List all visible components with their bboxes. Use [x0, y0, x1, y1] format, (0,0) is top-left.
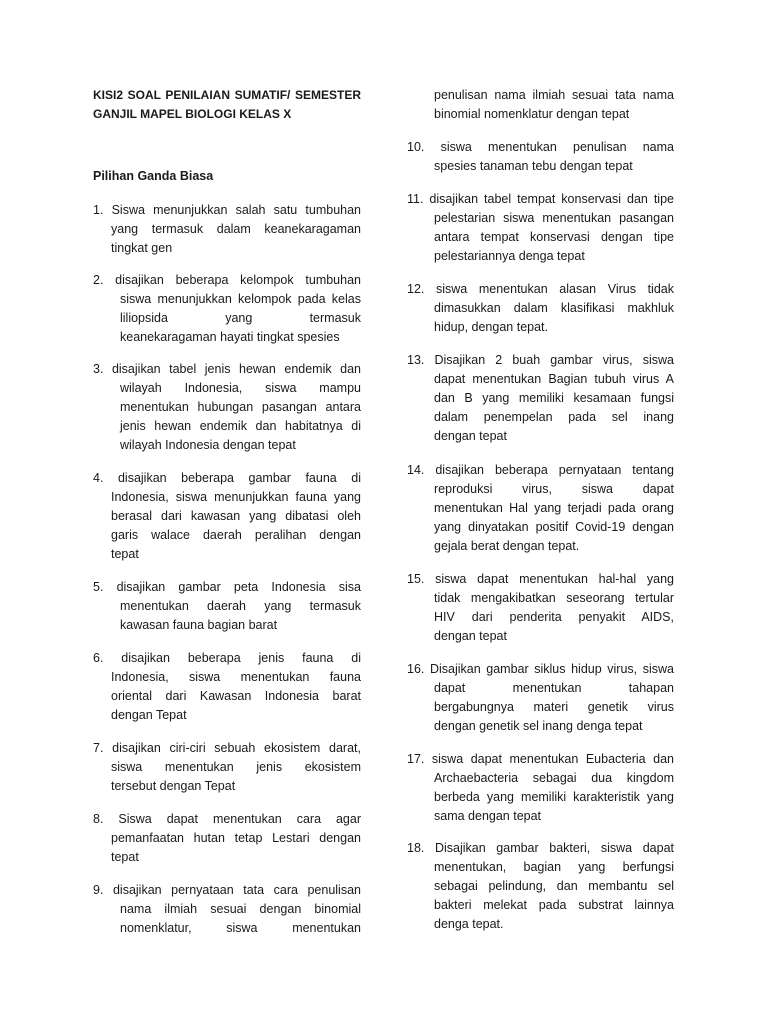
item-line: spesies tanaman tebu dengan tepat [434, 159, 633, 173]
item-first-line: 15. siswa dapat menentukan hal-hal yang [407, 572, 674, 586]
item-line: tersebut dengan Tepat [111, 779, 236, 793]
item-first-line: 9. disajikan pernyataan tata cara penulisan [93, 883, 361, 897]
item-line: dapat menentukan tahapan [434, 681, 674, 695]
title-line-1: KISI2 SOAL PENILAIAN SUMATIF/ SEMESTER [93, 88, 361, 102]
list-item [407, 190, 674, 266]
document-title [93, 86, 361, 124]
item-line: antara tempat konservasi dengan tipe [434, 230, 674, 244]
item-line: wilayah Indonesia, siswa mampu [120, 381, 361, 395]
list-item [407, 570, 674, 646]
item-line: menentukan hubungan pasangan antara [120, 400, 361, 414]
list-item [407, 660, 674, 736]
item-first-line: 5. disajikan gambar peta Indonesia sisa [93, 580, 361, 594]
list-item [407, 461, 674, 556]
item-first-line: 14. disajikan beberapa pernyataan tentang [407, 463, 674, 477]
list-item [407, 839, 674, 934]
item-line: bakteri melekat pada substrat lainnya [434, 898, 674, 912]
list-item [93, 271, 361, 347]
list-item [93, 810, 361, 867]
item-line: menentukan daerah yang termasuk [120, 599, 361, 613]
section-heading: Pilihan Ganda Biasa [93, 169, 214, 183]
item-line: oriental dari Kawasan Indonesia barat [111, 689, 361, 703]
item-line: siswa menunjukkan kelompok pada kelas [120, 292, 361, 306]
item-line: yang termasuk dalam keanekaragaman [111, 222, 361, 236]
item-line: reproduksi virus, siswa dapat [434, 482, 674, 496]
item-line: pelestariannya denga tepat [434, 249, 585, 263]
item-first-line: 2. disajikan beberapa kelompok tumbuhan [93, 273, 361, 287]
item-line: nomenklatur, siswa menentukan [120, 921, 361, 935]
item-line: garis walace daerah peralihan dengan [111, 528, 361, 542]
item-first-line: 10. siswa menentukan penulisan nama [407, 140, 674, 154]
item-line: dengan tepat [434, 429, 507, 443]
item-line: menentukan, bagian yang berfungsi [434, 860, 674, 874]
item-line: Indonesia, siswa menentukan fauna [111, 670, 361, 684]
item-line: berasal dari kawasan yang dibatasi oleh [111, 509, 361, 523]
item-line: dengan Tepat [111, 708, 187, 722]
item-first-line: 16. Disajikan gambar siklus hidup virus, siswa [407, 662, 674, 676]
list-item [93, 739, 361, 796]
item-line: siswa menentukan jenis ekosistem [111, 760, 361, 774]
list-item [93, 469, 361, 564]
item-line: dalam penempelan pada sel inang [434, 410, 674, 424]
list-item [93, 201, 361, 258]
item-first-line: 11. disajikan tabel tempat konservasi dan tipe [407, 192, 674, 206]
item-first-line: 12. siswa menentukan alasan Virus tidak [407, 282, 674, 296]
item-first-line: 18. Disajikan gambar bakteri, siswa dapat [407, 841, 674, 855]
list-item [93, 360, 361, 455]
list-item-continuation [407, 86, 674, 124]
item-line: dimasukkan dalam klasifikasi makhluk [434, 301, 674, 315]
item-line: dapat menentukan Bagian tubuh virus A [434, 372, 674, 386]
item-line: dan B yang memiliki kesamaan fungsi [434, 391, 674, 405]
item-first-line: 4. disajikan beberapa gambar fauna di [93, 471, 361, 485]
item-line: tepat [111, 547, 139, 561]
item-line: keanekaragaman hayati tingkat spesies [120, 330, 340, 344]
list-item [407, 351, 674, 446]
item-line: pemanfaatan hutan tetap Lestari dengan [111, 831, 361, 845]
item-line: liliopsida yang termasuk [120, 311, 361, 325]
item-line: kawasan fauna bagian barat [120, 618, 278, 632]
list-item [407, 280, 674, 337]
item-line: jenis hewan endemik dan habitatnya di [120, 419, 361, 433]
item-line: pelestarian siswa menentukan pasangan [434, 211, 674, 225]
item-first-line: 3. disajikan tabel jenis hewan endemik dan [93, 362, 361, 376]
item-line: berbeda yang memiliki karakteristik yang [434, 790, 674, 804]
item-line: bergabungnya materi genetik virus [434, 700, 674, 714]
item-first-line: 7. disajikan ciri-ciri sebuah ekosistem darat, [93, 741, 361, 755]
item-line: dengan tepat [434, 629, 507, 643]
list-item [93, 578, 361, 635]
list-item [407, 138, 674, 176]
item-line: tidak mengakibatkan seseorang tertular [434, 591, 674, 605]
item-first-line: 1. Siswa menunjukkan salah satu tumbuhan [93, 203, 361, 217]
list-item [93, 881, 361, 938]
item-line: gejala berat dengan tepat. [434, 539, 580, 553]
item-line: dengan genetik sel inang denga tepat [434, 719, 643, 733]
item-line: hidup, dengan tepat. [434, 320, 548, 334]
item-first-line: 6. disajikan beberapa jenis fauna di [93, 651, 361, 665]
item-line: binomial nomenklatur dengan tepat [434, 107, 630, 121]
item-line: sama dengan tepat [434, 809, 542, 823]
item-line: sebagai pelindung, dan membantu sel [434, 879, 674, 893]
item-line: tepat [111, 850, 139, 864]
item-first-line: 17. siswa dapat menentukan Eubacteria dan [407, 752, 674, 766]
item-line: HIV dari penderita penyakit AIDS, [434, 610, 674, 624]
item-line: denga tepat. [434, 917, 504, 931]
item-first-line: 8. Siswa dapat menentukan cara agar [93, 812, 361, 826]
item-line: yang dinyatakan positif Covid-19 dengan [434, 520, 674, 534]
item-line: tingkat gen [111, 241, 173, 255]
item-line: nama ilmiah sesuai dengan binomial [120, 902, 361, 916]
list-item [407, 750, 674, 826]
item-first-line: 13. Disajikan 2 buah gambar virus, siswa [407, 353, 674, 367]
title-line-2: GANJIL MAPEL BIOLOGI KELAS X [93, 107, 292, 121]
item-line: wilayah Indonesia dengan tepat [120, 438, 296, 452]
item-line: penulisan nama ilmiah sesuai tata nama [434, 88, 674, 102]
list-item [93, 649, 361, 725]
item-line: Indonesia, siswa menunjukkan fauna yang [111, 490, 361, 504]
item-line: menentukan Hal yang terjadi pada orang [434, 501, 674, 515]
item-line: Archaebacteria sebagai dua kingdom [434, 771, 674, 785]
